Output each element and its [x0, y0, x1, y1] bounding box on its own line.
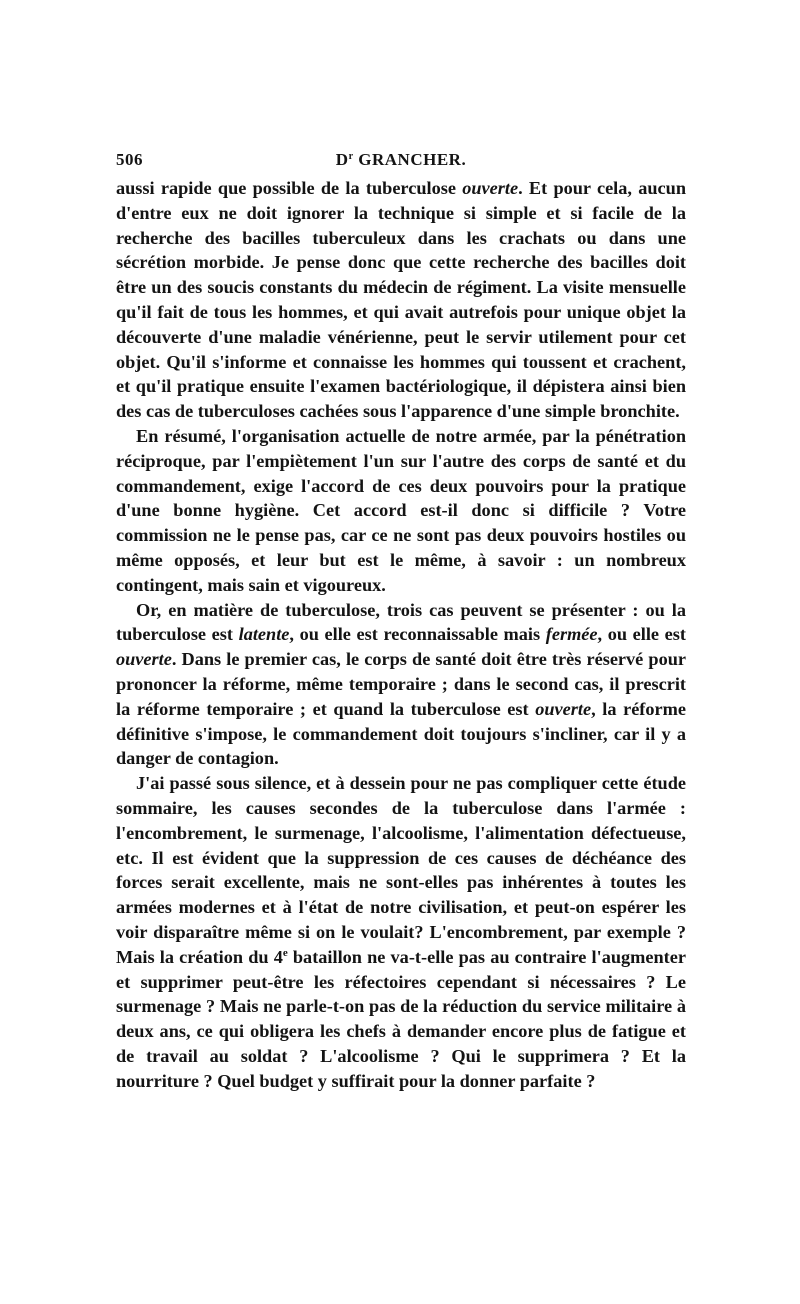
- paragraph: [116, 598, 686, 772]
- text-run: aussi rapide que possible de la tuberculose: [116, 178, 463, 198]
- running-title: [116, 150, 686, 170]
- paragraph: [116, 424, 686, 598]
- text-run: Or, en matière de tuberculose, trois cas peuvent se présenter : ou la tuberculose est: [116, 599, 686, 645]
- italic-run: ouverte: [116, 649, 172, 670]
- italic-run: ouverte: [462, 178, 519, 198]
- text-run: , la réforme définitive s'impose, le commandement doit toujours s'incliner, car il y a danger de contagion.: [116, 698, 686, 769]
- italic-run: ouverte: [535, 698, 592, 719]
- text-run: bataillon ne va-t-elle pas au contraire l'augmenter et supprimer peut-être les réfectoires cependant si nécessaires ? Le surmenage ? Mais ne parle-t-on pas de la réduction du service militaire à deux ans, ce qui obligera les chefs à demander encore plus de fatigue et de travail au soldat ? L'alcoolisme ? Qui le supprimera ? Et la nourriture ? Quel budget y suffirait pour la donner parfaite ?: [116, 946, 686, 1091]
- text-run: , ou elle est reconnaissable mais: [289, 624, 546, 645]
- text-run: , ou elle est: [597, 624, 686, 645]
- superscript-run: e: [282, 946, 288, 959]
- running-header: [116, 150, 686, 176]
- italic-run: fermée: [545, 624, 598, 645]
- text-run: . Dans le premier cas, le corps de santé doit être très réservé pour prononcer la réforme, même temporaire ; dans le second cas, il prescrit la réforme temporaire ; et quand la tuberculose est: [116, 649, 686, 719]
- book-page: [116, 150, 686, 1093]
- text-run: En résumé, l'organisation actuelle de notre armée, par la pénétration réciproque, par l'empiètement l'un sur l'autre des corps de santé et du commandement, exige l'accord de ces deux pouvoirs pour la pratique d'une bonne hygiène. Cet accord est-il donc si difficile ? Votre commission ne le pense pas, car ce ne sont pas deux pouvoirs hostiles ou même opposés, et leur but est le même, à savoir : un nombreux contingent, mais sain et vigoureux.: [116, 425, 686, 595]
- body-text: [116, 176, 686, 1093]
- italic-run: latente: [238, 624, 290, 645]
- running-title-name: GRANCHER.: [353, 150, 467, 169]
- running-title-prefix: D: [335, 150, 349, 169]
- paragraph: [116, 176, 686, 424]
- paragraph: [116, 771, 686, 1093]
- text-run: . Et pour cela, aucun d'entre eux ne doit ignorer la technique si simple et si facile de la recherche des bacilles tuberculeux dans les crachats ou dans une sécrétion morbide. Je pense donc que cette recherche des bacilles doit être un des soucis constants du médecin de régiment. La visite mensuelle qu'il fait de tous les hommes, et qui avait autrefois pour unique objet la découverte d'une maladie vénérienne, peut le servir utilement pour cet objet. Qu'il s'informe et connaisse les hommes qui toussent et crachent, et qu'il pratique ensuite l'examen bactériologique, il dépistera ainsi bien des cas de tuberculoses cachées sous l'apparence d'une simple bronchite.: [116, 178, 686, 422]
- text-run: J'ai passé sous silence, et à dessein pour ne pas compliquer cette étude sommaire, les causes secondes de la tuberculose dans l'armée : l'encombrement, le surmenage, l'alcoolisme, l'alimentation défectueuse, etc. Il est évident que la suppression de ces causes de déchéance des forces serait excellente, mais ne sont-elles pas inhérentes à toutes les armées modernes et à l'état de notre civilisation, et peut-on espérer les voir disparaître même si on le voulait? L'encombrement, par exemple ? Mais la création du 4: [116, 773, 686, 967]
- page-number: 506: [116, 150, 143, 169]
- running-title-sup: r: [348, 151, 354, 162]
